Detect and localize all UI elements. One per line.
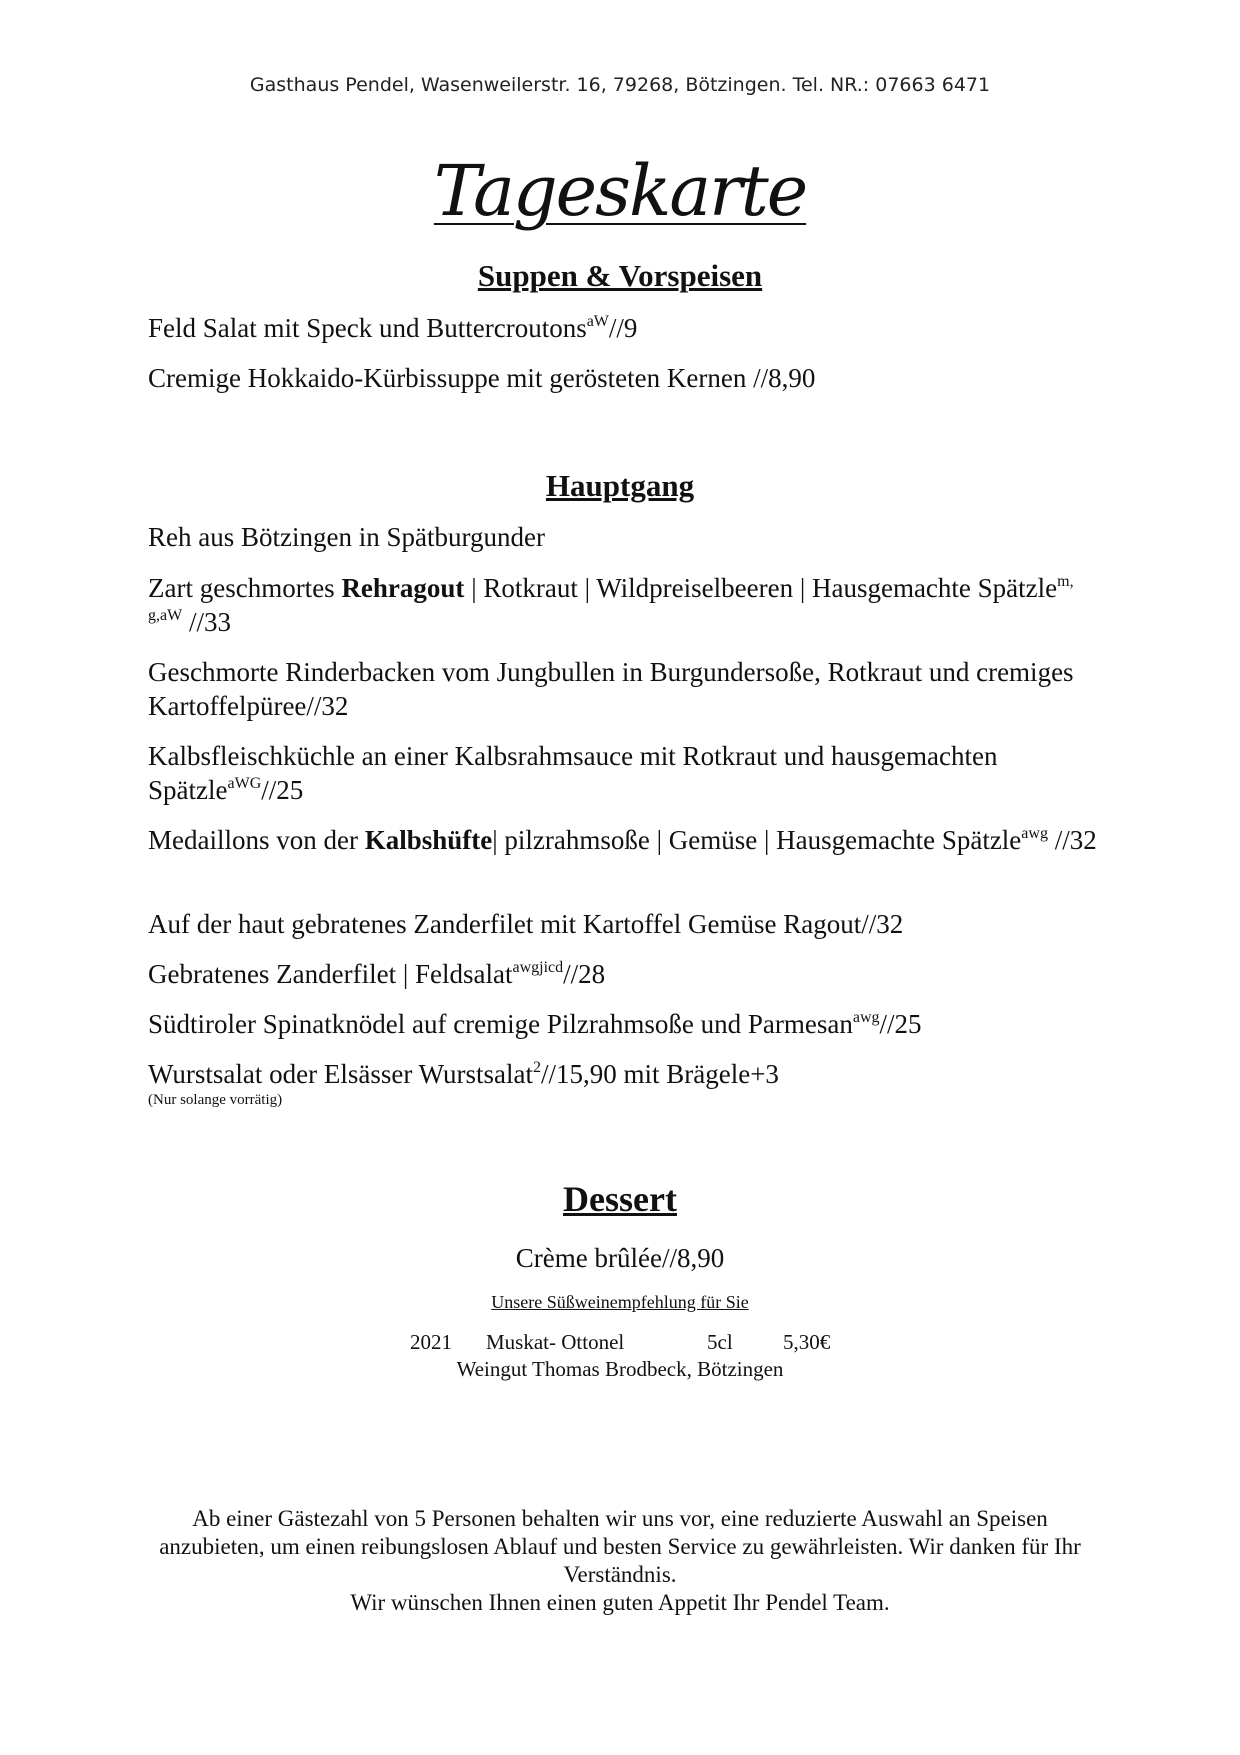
page-title [0,150,1240,232]
dessert-item: Crème brûlée//8,90 [515,1243,725,1273]
wine-price: 5,30€ [783,1330,831,1354]
menu-item: Reh aus Bötzingen in Spätburgunder [148,522,545,552]
wine-producer: Weingut Thomas Brodbeck, Bötzingen [456,1357,784,1381]
menu-item: Auf der haut gebratenes Zanderfilet mit Kartoffel Gemüse Ragout//32 [148,909,904,939]
availability-note: (Nur solange vorrätig) [148,1092,283,1108]
section-heading-mains: Hauptgang [545,468,695,503]
menu-item: Medaillons von der Kalbshüfte| pilzrahmsoße | Gemüse | Hausgemachte Spätzle$^{awg}$ //32 [148,825,1097,855]
wine-volume: 5cl [707,1330,733,1354]
restaurant-address: Gasthaus Pendel, Wasenweilerstr. 16, 79268, Bötzingen. Tel. NR.: 07663 6471 [249,74,991,96]
wine-year: 2021 [410,1330,452,1354]
footer-notice [140,1505,1100,1617]
menu-item: Gebratenes Zanderfilet | Feldsalat$^{awgjicd}$//28 [148,959,606,989]
menu-item: Wurstsalat oder Elsässer Wurstsalat$^2$//15,90 mit Brägele+3 [148,1059,779,1089]
menu-item: Südtiroler Spinatknödel auf cremige Pilzrahmsoße und Parmesan$^{awg}$//25 [148,1009,922,1039]
menu-item: Cremige Hokkaido-Kürbissuppe mit gerösteten Kernen //8,90 [148,363,816,393]
menu-item: Feld Salat mit Speck und Buttercroutons$^{aW}$//9 [148,313,638,343]
section-heading-starters: Suppen & Vorspeisen [477,258,763,293]
footer-paragraph: Ab einer Gästezahl von 5 Personen behalten wir uns vor, eine reduzierte Auswahl an Speisen anzubieten, um einen reibungslosen Ablauf und besten Service zu gewährleisten. Wir danken für Ihr Verständnis. [159,1506,1081,1587]
section-heading-dessert: Dessert [563,1179,677,1219]
title-text: Tageskarte [433,150,807,232]
menu-item: Kalbsfleischküchle an einer Kalbsrahmsauce mit Rotkraut und hausgemachten Spätzle$^{aWG}$//25 [148,741,998,805]
footer-closing: Wir wünschen Ihnen einen guten Appetit Ihr Pendel Team. [350,1590,890,1615]
wine-recommendation-heading: Unsere Süßweinempfehlung für Sie [491,1292,749,1312]
menu-item: Geschmorte Rinderbacken vom Jungbullen in Burgundersoße, Rotkraut und cremiges Kartoffelpüree//32 [148,657,1074,721]
wine-row [0,1330,1240,1356]
wine-name: Muskat- Ottonel [486,1330,625,1354]
menu-item: Zart geschmortes Rehragout | Rotkraut | Wildpreiselbeeren | Hausgemachte Spätzle$^{m, g,aW}$ //33 [148,573,1074,637]
